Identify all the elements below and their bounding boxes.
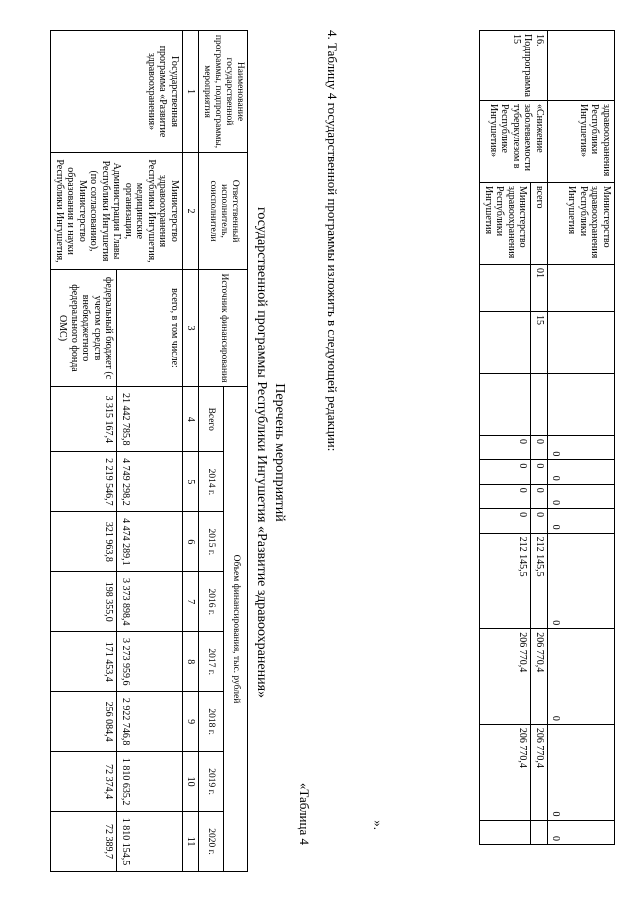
column-number: 4 xyxy=(182,387,199,452)
measures-table xyxy=(50,30,248,872)
value-cell: 1 810 635,2 xyxy=(117,752,183,812)
table-cell: Министерство здравоохранения Республики Ингушетия xyxy=(548,182,615,264)
column-number: 9 xyxy=(182,692,199,752)
value-cell: 3 315 167,4 xyxy=(51,387,117,452)
table-cell xyxy=(480,820,531,845)
value-cell: 4 749 298,2 xyxy=(117,452,183,512)
table-cell xyxy=(480,264,531,311)
source-cell: всего, в том числе: xyxy=(117,270,183,387)
value-cell: 4 474 289,1 xyxy=(117,512,183,572)
executor-cell: Министерство здравоохранения Республики Ингушетия, медицинские организации, Администрация Главы Республики Ингушетия (по согласованию), Министерство образования и науки Республики Ингушетия, xyxy=(51,153,183,270)
table-cell: «Снижение заболеваемости туберкулезом в Республике Ингушетия» xyxy=(480,100,548,182)
value-cell: 198 355,0 xyxy=(51,572,117,632)
table-cell: здравоохранения Республики Ингушетия» xyxy=(548,100,615,182)
value-cell: 256 084,4 xyxy=(51,692,117,752)
table-cell: 0 xyxy=(548,509,615,533)
table-cell: 0 xyxy=(531,509,548,533)
column-number: 6 xyxy=(182,512,199,572)
table-cell: 16. Подпрограмма 15 xyxy=(480,31,548,101)
header-year: 2017 г. xyxy=(199,632,223,692)
value-cell: 2 922 746,8 xyxy=(117,692,183,752)
value-cell: 1 810 154,5 xyxy=(117,812,183,872)
source-cell: федеральный бюджет (с учетом средств внебюджетного федерального фонда ОМС) xyxy=(51,270,117,387)
value-cell: 171 453,4 xyxy=(51,632,117,692)
column-number: 8 xyxy=(182,632,199,692)
table-cell: 212 145,5 xyxy=(480,533,531,629)
table-cell: 0 xyxy=(548,484,615,508)
table-cell: 0 xyxy=(531,484,548,508)
table-header-row xyxy=(223,31,247,872)
table-row xyxy=(117,31,183,872)
page-title xyxy=(253,0,288,905)
table-cell xyxy=(531,373,548,435)
quote-end: ». xyxy=(371,820,386,830)
table-row xyxy=(548,31,615,845)
header-year: 2019 г. xyxy=(199,752,223,812)
table-cell: 206 770,4 xyxy=(531,629,548,725)
table-cell xyxy=(480,311,531,373)
program-name-cell: Государственная программа «Развитие здравоохранения» xyxy=(51,31,183,153)
header-name: Наименование государственной программы, подпрограммы, мероприятия xyxy=(199,31,248,153)
table-cell xyxy=(531,820,548,845)
column-number: 3 xyxy=(182,270,199,387)
table-cell xyxy=(548,373,615,435)
value-cell: 3 373 898,4 xyxy=(117,572,183,632)
title-line: Перечень мероприятий xyxy=(272,383,287,522)
table-cell: 0 xyxy=(548,629,615,725)
value-cell: 3 273 959,6 xyxy=(117,632,183,692)
table-row xyxy=(531,31,548,845)
table-cell: 0 xyxy=(480,509,531,533)
value-cell: 72 374,4 xyxy=(51,752,117,812)
column-number: 10 xyxy=(182,752,199,812)
title-line: государственной программы Республики Ингушетия «Развитие здравоохранения» xyxy=(254,206,270,699)
header-year: 2018 г. xyxy=(199,692,223,752)
header-year: 2020 г. xyxy=(199,812,223,872)
header-year: 2015 г. xyxy=(199,512,223,572)
table-cell: 0 xyxy=(480,484,531,508)
column-number: 1 xyxy=(182,31,199,153)
table-cell xyxy=(480,373,531,435)
table-cell: 0 xyxy=(531,435,548,459)
table-cell: 206 770,4 xyxy=(531,724,548,820)
continuation-table xyxy=(480,30,616,845)
table-cell xyxy=(548,264,615,311)
table-cell: 01 xyxy=(531,264,548,311)
column-number: 11 xyxy=(182,812,199,872)
table-cell: 206 770,4 xyxy=(480,629,531,725)
value-cell: 72 389,7 xyxy=(51,812,117,872)
table-cell: всего xyxy=(531,182,548,264)
table-cell: 206 770,4 xyxy=(480,724,531,820)
table-cell: 0 xyxy=(548,820,615,845)
table-cell: 0 xyxy=(531,460,548,484)
table-cell: 212 145,5 xyxy=(531,533,548,629)
table-cell xyxy=(548,311,615,373)
column-number: 7 xyxy=(182,572,199,632)
value-cell: 21 442 785,8 xyxy=(117,387,183,452)
header-source: Источник финансирования xyxy=(199,270,248,387)
table-cell: 0 xyxy=(480,435,531,459)
column-number-row xyxy=(182,31,199,872)
table-cell: 0 xyxy=(548,435,615,459)
instruction-paragraph: 4. Таблицу 4 государственной программы изложить в следующей редакции: xyxy=(325,30,340,452)
table-cell: Министерство здравоохранения Республики Ингушетия xyxy=(480,182,531,264)
table-cell: 0 xyxy=(480,460,531,484)
column-number: 2 xyxy=(182,153,199,270)
value-cell: 321 963,8 xyxy=(51,512,117,572)
table-cell: 0 xyxy=(548,533,615,629)
header-year: 2014 г. xyxy=(199,452,223,512)
table-cell: 0 xyxy=(548,460,615,484)
header-total: Всего xyxy=(199,387,223,452)
header-year: 2016 г. xyxy=(199,572,223,632)
value-cell: 2 219 546,7 xyxy=(51,452,117,512)
header-volume: Объем финансирования, тыс. рублей xyxy=(223,387,247,872)
column-number: 5 xyxy=(182,452,199,512)
table-cell xyxy=(548,31,615,101)
table-cell: 15 xyxy=(531,311,548,373)
table-cell: 0 xyxy=(548,724,615,820)
table-label: «Таблица 4 xyxy=(297,782,312,845)
header-exec: Ответственный исполнитель, соисполнители xyxy=(199,153,248,270)
